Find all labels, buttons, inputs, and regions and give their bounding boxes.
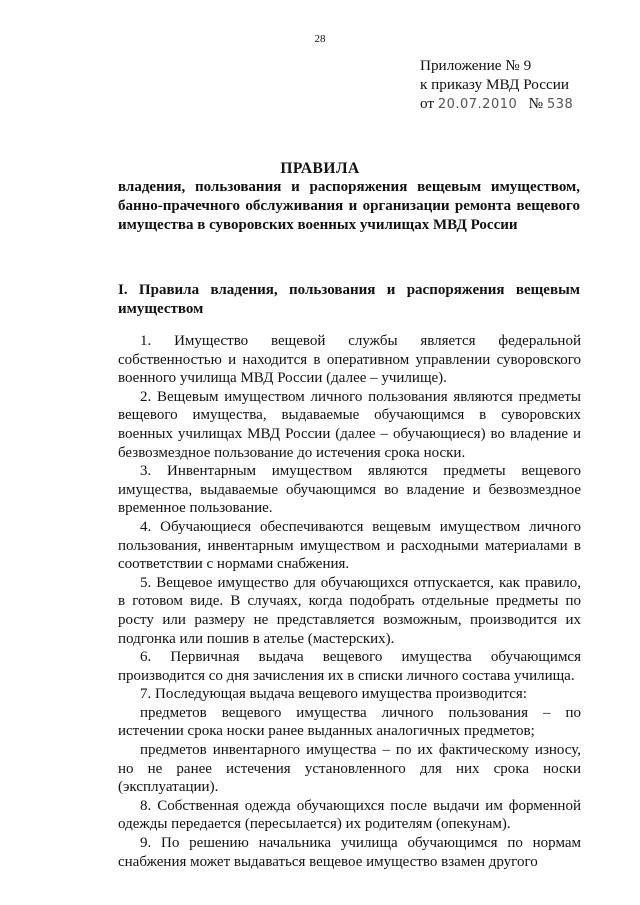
page-number: 28 [314, 33, 326, 45]
document-title: ПРАВИЛА [280, 160, 360, 177]
paragraph: 2. Вещевым имуществом личного пользования являются предметы вещевого имущества, выдаваемые обучающимся в суворовских военных училищах МВД России (далее – обучающиеся) во владение и безвозмездное пользование до истечения срока носки. [118, 388, 581, 461]
annex-order-reference: к приказу МВД России [420, 76, 569, 93]
annex-date-value: 20.07.2010 [437, 97, 518, 112]
annex-date-line [420, 94, 573, 114]
annex-block [420, 56, 573, 114]
document-subtitle: владения, пользования и распоряжения вещевым имуществом, банно-прачечного обслуживания и организации ремонта вещевого имущества в суворовских военных училищах МВД России [118, 179, 580, 233]
paragraph: 1. Имущество вещевой службы является федеральной собственностью и находится в оперативном управлении суворовского военного училища МВД России (далее – училище). [118, 333, 581, 387]
section-body [118, 332, 581, 871]
section-heading: I. Правила владения, пользования и распоряжения вещевым имуществом [118, 282, 580, 317]
paragraph: 4. Обучающиеся обеспечиваются вещевым имуществом личного пользования, инвентарным имуществом и расходными материалами в соответствии с нормами снабжения. [118, 518, 581, 573]
paragraph: 5. Вещевое имущество для обучающихся отпускается, как правило, в готовом виде. В случаях, когда подобрать отдельные предметы по росту или размеру не представляется возможным, производится их подгонка или пошив в ателье (мастерских). [118, 574, 581, 647]
paragraph: 9. По решению начальника училища обучающимся по нормам снабжения может выдаваться вещевое имущество взамен другого [118, 835, 581, 870]
annex-title: Приложение № 9 [420, 57, 532, 74]
paragraph: 8. Собственная одежда обучающихся после выдачи им форменной одежды передается (пересылается) их родителям (опекунам). [118, 797, 581, 833]
annex-number-prefix: № [528, 95, 544, 112]
paragraph: предметов инвентарного имущества – по их фактическому износу, но не ранее истечения установленного для них срока носки (эксплуатации). [118, 742, 581, 796]
paragraph: 3. Инвентарным имуществом являются предметы вещевого имущества, выдаваемые обучающимся во владение и безвозмездное временное пользование. [118, 463, 581, 517]
annex-number-value: 538 [546, 97, 574, 112]
paragraph: 6. Первичная выдача вещевого имущества обучающимся производится со дня зачисления их в списки личного состава училища. [118, 649, 581, 684]
paragraph: 7. Последующая выдача вещевого имущества производится: [140, 686, 527, 703]
annex-date-prefix: от [420, 95, 435, 112]
paragraph: предметов вещевого имущества личного пользования – по истечении срока носки ранее выданных аналогичных предметов; [118, 704, 581, 740]
